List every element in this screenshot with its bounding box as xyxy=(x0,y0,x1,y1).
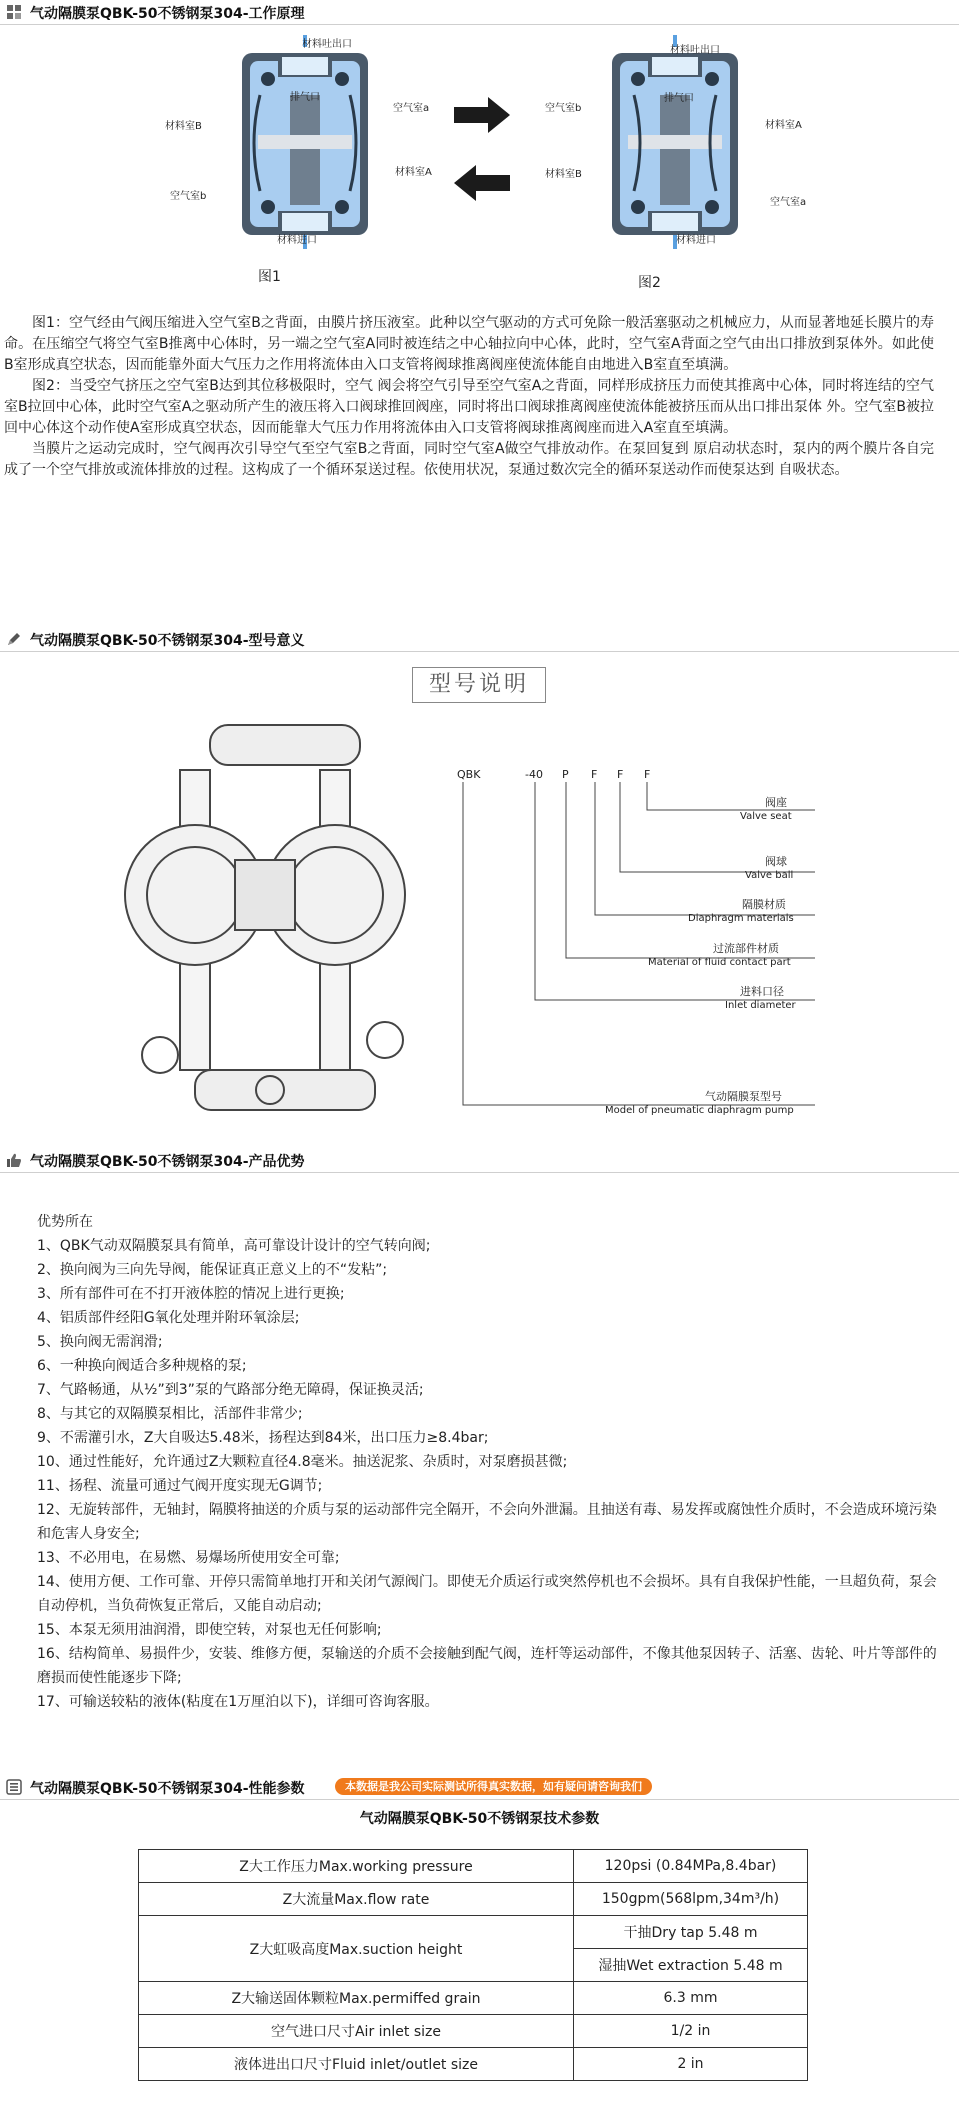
list-item: 15、本泵无须用油润滑，即使空转，对泵也无任何影响; xyxy=(37,1622,382,1638)
notice-badge: 本数据是我公司实际测试所得真实数据，如有疑问请咨询我们 xyxy=(335,1778,652,1795)
table-cell-value: 150gpm(568lpm,34m³/h) xyxy=(574,1883,808,1916)
grid-icon xyxy=(6,4,22,20)
label-exhaust-2: 排气口 xyxy=(664,93,694,104)
legend-cn: 过流部件材质 xyxy=(713,942,779,955)
pump-diagram-fig1 xyxy=(220,35,390,250)
label-inlet-2: 材料进口 xyxy=(676,235,716,246)
legend-en: Material of fluid contact part xyxy=(648,957,791,968)
section-header-performance xyxy=(0,1775,959,1800)
table-cell-value: 1/2 in xyxy=(574,2015,808,2048)
legend-cn: 进料口径 xyxy=(740,985,784,998)
code-part: F xyxy=(617,768,624,781)
label-exhaust: 排气口 xyxy=(290,92,320,103)
section-title: 气动隔膜泵QBK-50不锈钢泵304-产品优势 xyxy=(30,1154,305,1170)
pump-diagram-fig2 xyxy=(590,35,760,250)
model-box-title: 型号说明 xyxy=(412,667,546,703)
code-part: P xyxy=(562,768,569,781)
arrow-left-icon xyxy=(452,163,512,203)
paragraph: 当膜片之运动完成时，空气阀再次引导空气至空气室B之背面，同时空气室A做空气排放动作。在泵回复到 原启动状态时，泵内的两个膜片各自完成了一个空气排放或流体排放的过程。这构成了一个循环泵送过程。依使用状况，泵通过数次完全的循环泵送动作而使泵达到 自吸状态。 xyxy=(4,441,934,478)
list-item: 11、扬程、流量可通过气阀开度实现无G调节; xyxy=(37,1478,323,1494)
list-item: 4、铝质部件经阳G氧化处理并附环氧涂层; xyxy=(37,1310,300,1326)
legend-cn: 气动隔膜泵型号 xyxy=(705,1090,782,1103)
thumbs-up-icon xyxy=(6,1152,22,1168)
pump-illustration xyxy=(120,710,420,1130)
label-mat-a-2: 材料室A xyxy=(765,120,802,131)
section-title: 气动隔膜泵QBK-50不锈钢泵304-型号意义 xyxy=(30,633,305,649)
section-header-model xyxy=(0,627,959,652)
section-header-advantages xyxy=(0,1148,959,1173)
table-cell-value: 120psi (0.84MPa,8.4bar) xyxy=(574,1850,808,1883)
label-outlet-2: 材料吐出口 xyxy=(670,45,720,56)
list-item: 8、与其它的双隔膜泵相比，活部件非常少; xyxy=(37,1406,303,1422)
table-row xyxy=(139,1916,808,1949)
list-item: 16、结构简单、易损件少，安装、维修方便，泵输送的介质不会接触到配气阀，连杆等运动部件，不像其他泵因转子、活塞、齿轮、叶片等部件的磨损而使性能逐步下降; xyxy=(37,1646,937,1686)
list-item: 3、所有部件可在不打开液体腔的情况上进行更换; xyxy=(37,1286,345,1302)
pencil-icon xyxy=(6,631,22,647)
legend-en: Valve seat xyxy=(740,811,792,822)
table-cell-label: Z大虹吸高度Max.suction height xyxy=(139,1916,574,1982)
legend-en: Model of pneumatic diaphragm pump xyxy=(605,1105,794,1116)
table-cell-value: 6.3 mm xyxy=(574,1982,808,2015)
label-outlet: 材料吐出口 xyxy=(302,39,352,50)
advantages-intro: 优势所在 xyxy=(37,1214,93,1230)
list-icon xyxy=(6,1779,22,1795)
table-row xyxy=(139,1982,808,2015)
label-mat-b: 材料室B xyxy=(165,121,202,132)
table-cell-value: 2 in xyxy=(574,2048,808,2081)
paragraph: 图2：当受空气挤压之空气室B达到其位移极限时，空气 阀会将空气引导至空气室A之背面，同样形成挤压力而使其推离中心体，同时将连结的空气室B拉回中心体，此时空气室A之驱动所产生的液压将入口阀球推回阀座，同时将出口阀球推离阀座使流体能被挤压而从出口排出泵体 外。空气室B被拉回中心体这个动作使A室形成真空状态，因而能靠大气压力作用将流体由入口支管将阀球推离阀座而进入A室直至填满。 xyxy=(4,378,934,436)
legend-cn: 隔膜材质 xyxy=(742,898,786,911)
figure-caption-1: 图1 xyxy=(258,269,281,285)
list-item: 12、无旋转部件，无轴封，隔膜将抽送的介质与泵的运动部件完全隔开，不会向外泄漏。且抽送有毒、易发挥或腐蚀性介质时，不会造成环境污染和危害人身安全; xyxy=(37,1502,937,1542)
list-item: 9、不需灌引水，Z大自吸达5.48米，扬程达到84米，出口压力≥8.4bar; xyxy=(37,1430,489,1446)
legend-en: Valve ball xyxy=(745,870,794,881)
label-air-a: 空气室a xyxy=(393,103,430,114)
code-part: QBK xyxy=(457,768,481,781)
table-row xyxy=(139,1850,808,1883)
list-item: 5、换向阀无需润滑; xyxy=(37,1334,163,1350)
label-air-b-2: 空气室b xyxy=(545,103,582,114)
table-row xyxy=(139,1883,808,1916)
table-cell-label: Z大流量Max.flow rate xyxy=(139,1883,574,1916)
section-title: 气动隔膜泵QBK-50不锈钢泵304-性能参数 xyxy=(30,1781,305,1797)
list-item: 10、通过性能好，允许通过Z大颗粒直径4.8毫米。抽送泥浆、杂质时，对泵磨损甚微; xyxy=(37,1454,568,1470)
table-cell-label: 空气进口尺寸Air inlet size xyxy=(139,2015,574,2048)
legend-en: Inlet diameter xyxy=(725,1000,796,1011)
table-row xyxy=(139,2015,808,2048)
table-title: 气动隔膜泵QBK-50不锈钢泵技术参数 xyxy=(359,1811,600,1827)
list-item: 6、一种换向阀适合多种规格的泵; xyxy=(37,1358,247,1374)
table-row xyxy=(139,2048,808,2081)
list-item: 2、换向阀为三向先导阀，能保证真正意义上的不“发粘”; xyxy=(37,1262,388,1278)
label-mat-a: 材料室A xyxy=(395,167,432,178)
list-item: 14、使用方便、工作可靠、开停只需简单地打开和关闭气源阀门。即使无介质运行或突然停机也不会损坏。具有自我保护性能，一旦超负荷，泵会自动停机，当负荷恢复正常后，又能自动启动; xyxy=(37,1574,937,1614)
code-part: -40 xyxy=(525,768,543,781)
code-part: F xyxy=(644,768,651,781)
section-title: 气动隔膜泵QBK-50不锈钢泵304-工作原理 xyxy=(30,6,305,22)
arrow-right-icon xyxy=(452,95,512,135)
principle-text xyxy=(4,313,934,481)
table-cell-value: 干抽Dry tap 5.48 m xyxy=(574,1916,808,1949)
advantages-list xyxy=(37,1210,937,1714)
table-cell-label: Z大输送固体颗粒Max.permiffed grain xyxy=(139,1982,574,2015)
list-item: 17、可输送较粘的液体(粘度在1万厘泊以下)，详细可咨询客服。 xyxy=(37,1694,439,1710)
table-cell-label: 液体进出口尺寸Fluid inlet/outlet size xyxy=(139,2048,574,2081)
table-cell-value: 湿抽Wet extraction 5.48 m xyxy=(574,1949,808,1982)
label-mat-b-2: 材料室B xyxy=(545,169,582,180)
list-item: 13、不必用电，在易燃、易爆场所使用安全可靠; xyxy=(37,1550,340,1566)
list-item: 7、气路畅通，从½”到3”泵的气路部分绝无障碍，保证换灵活; xyxy=(37,1382,424,1398)
section-header-principle xyxy=(0,0,959,25)
figure-caption-2: 图2 xyxy=(638,275,661,291)
label-inlet: 材料进口 xyxy=(277,235,317,246)
label-air-b: 空气室b xyxy=(170,191,207,202)
legend-en: Diaphragm materials xyxy=(688,913,794,924)
legend-cn: 阀座 xyxy=(765,796,787,809)
code-part: F xyxy=(591,768,598,781)
paragraph: 图1：空气经由气阀压缩进入空气室B之背面，由膜片挤压液室。此种以空气驱动的方式可免除一般活塞驱动之机械应力，从而显著地延长膜片的寿命。在压缩空气将空气室B推离中心体时，另一端之空气室A同时被连结之中心轴拉向中心体，此时，空气室A背面之空气由出口排放到泵体外。如此使B室形成真空状态，因而能靠外面大气压力之作用将流体由入口支管将阀球推离阀座使流体能自由地进入B室直至填满。 xyxy=(4,315,934,373)
list-item: 1、QBK气动双隔膜泵具有简单，高可靠设计设计的空气转向阀; xyxy=(37,1238,431,1254)
label-air-a-2: 空气室a xyxy=(770,197,807,208)
spec-table xyxy=(138,1849,808,2081)
table-cell-label: Z大工作压力Max.working pressure xyxy=(139,1850,574,1883)
legend-cn: 阀球 xyxy=(765,855,787,868)
